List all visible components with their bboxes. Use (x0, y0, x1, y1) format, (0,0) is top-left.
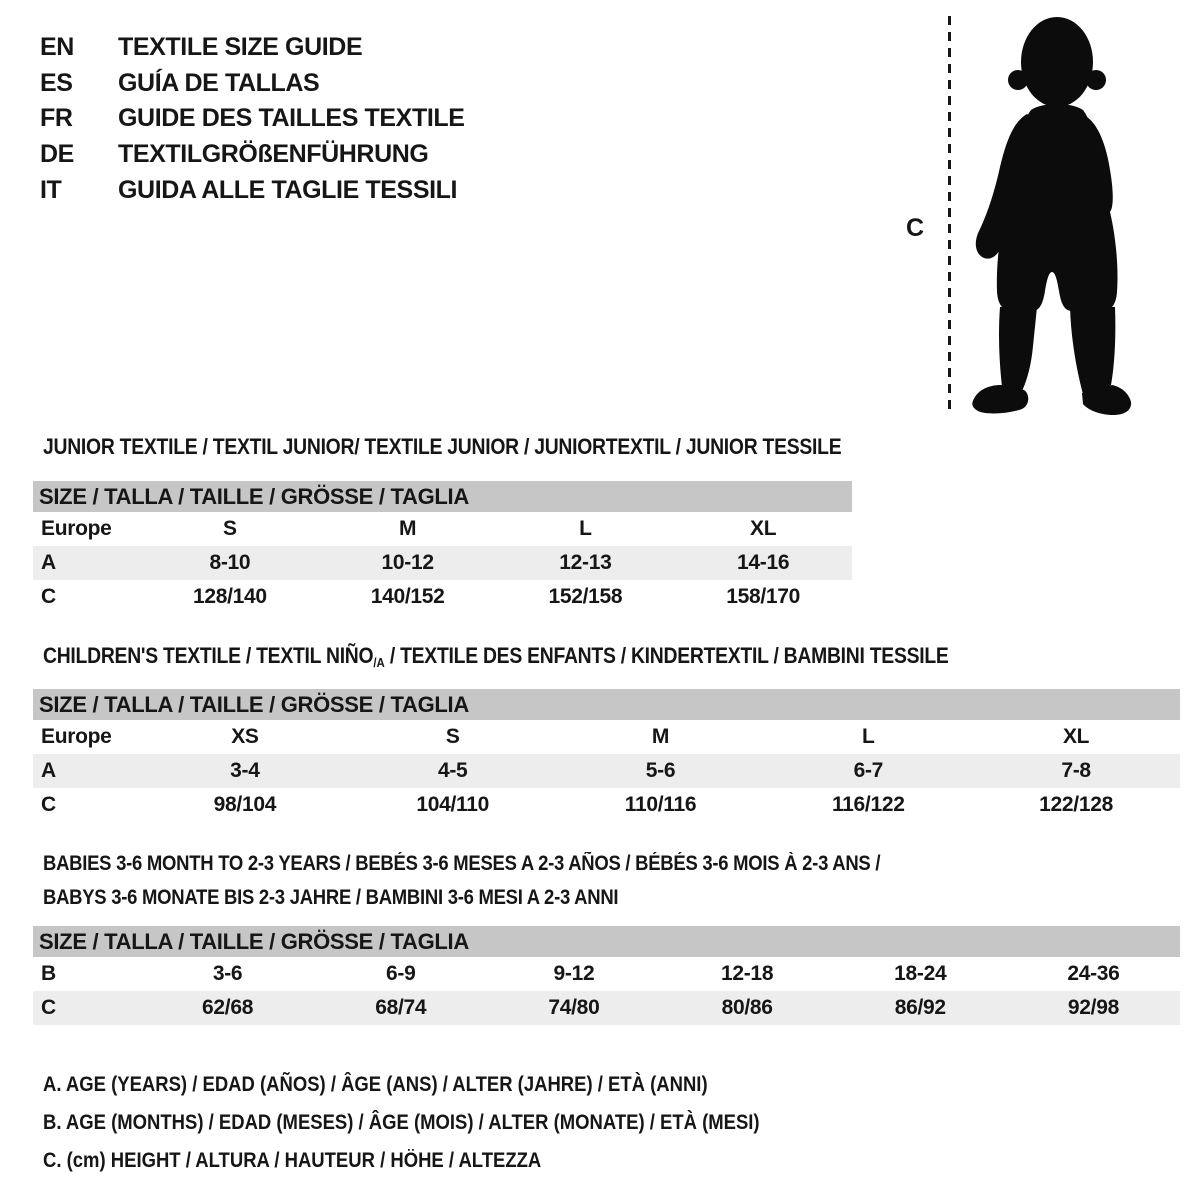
language-row-en (40, 30, 465, 66)
size-cell: 14-16 (737, 551, 790, 574)
children-table-title-text (43, 643, 949, 670)
height-measure-dashed-line (948, 16, 951, 416)
legend-line-b (43, 1104, 857, 1142)
row-label: B (41, 962, 56, 985)
language-row-it (40, 172, 465, 208)
size-cell: 3-4 (230, 759, 260, 782)
row-label: A (41, 551, 56, 574)
size-cell: 12-13 (559, 551, 612, 574)
size-cell: 80/86 (721, 996, 773, 1019)
size-cell: 74/80 (548, 996, 600, 1019)
guide-title-it: GUIDA ALLE TAGLIE TESSILI (118, 175, 458, 204)
size-cell: 8-10 (209, 551, 251, 574)
children-title-rest: / TEXTILE DES ENFANTS / KINDERTEXTIL / BAMBINI TESSILE (384, 643, 949, 668)
size-header-label: SIZE / TALLA / TAILLE / GRÖSSE / TAGLIA (39, 484, 469, 509)
language-header (40, 30, 465, 208)
size-cell: 18-24 (894, 962, 947, 985)
legend-line-a-text: A. AGE (YEARS) / EDAD (AÑOS) / ÂGE (ANS) / ALTER (JAHRE) / ETÀ (ANNI) (43, 1073, 708, 1096)
size-header-label: SIZE / TALLA / TAILLE / GRÖSSE / TAGLIA (39, 929, 469, 954)
table-row (33, 991, 1180, 1025)
size-cell: 92/98 (1067, 996, 1119, 1019)
size-cell: 3-6 (212, 962, 243, 985)
children-title-subscript: /A (373, 655, 385, 670)
language-code: DE (40, 140, 74, 169)
row-label: A (41, 759, 56, 782)
size-cell: M (651, 725, 670, 748)
size-cell: 4-5 (437, 759, 468, 782)
height-measure-label: C (906, 214, 925, 242)
measurement-legend (43, 1066, 857, 1180)
size-cell: 10-12 (381, 551, 434, 574)
size-cell: 128/140 (192, 585, 267, 608)
language-row-fr (40, 101, 465, 137)
guide-title-fr: GUIDE DES TAILLES TEXTILE (118, 104, 465, 133)
size-header-band (33, 926, 1180, 957)
size-cell: S (445, 725, 460, 748)
row-label: Europe (41, 725, 112, 748)
baby-silhouette-icon (966, 14, 1138, 420)
table-row (33, 512, 852, 546)
table-row (33, 754, 1180, 788)
size-cell: XL (750, 517, 777, 540)
size-cell: 110/116 (624, 793, 697, 816)
size-cell: 5-6 (645, 759, 676, 782)
language-code: EN (40, 33, 74, 62)
size-header-band (33, 481, 852, 512)
children-title-main: CHILDREN'S TEXTILE / TEXTIL NIÑO (43, 643, 374, 668)
size-cell: M (399, 517, 417, 540)
junior-size-table (33, 481, 852, 614)
size-cell: 9-12 (553, 962, 595, 985)
table-row (33, 546, 852, 580)
size-cell: 68/74 (375, 996, 427, 1019)
legend-line-c (43, 1142, 857, 1180)
size-cell: 62/68 (202, 996, 254, 1019)
row-label: C (41, 996, 56, 1019)
language-code: IT (40, 175, 62, 204)
table-row (33, 957, 1180, 991)
junior-table-title (43, 434, 950, 460)
size-cell: L (579, 517, 592, 540)
legend-line-c-text: C. (cm) HEIGHT / ALTURA / HAUTEUR / HÖHE / ALTEZZA (43, 1149, 542, 1172)
language-row-es (40, 66, 465, 102)
children-table-title (43, 643, 1072, 670)
size-cell: XL (1062, 725, 1090, 748)
babies-size-table (33, 926, 1180, 1025)
guide-title-en: TEXTILE SIZE GUIDE (118, 33, 363, 62)
size-cell: 116/122 (831, 793, 905, 816)
table-row (33, 720, 1180, 754)
row-label: C (41, 793, 56, 816)
language-code: ES (40, 68, 73, 97)
babies-title-line1: BABIES 3-6 MONTH TO 2-3 YEARS / BEBÉS 3-6 MESES A 2-3 AÑOS / BÉBÉS 3-6 MOIS À 2-3 ANS / (43, 852, 881, 875)
size-cell: 140/152 (370, 585, 445, 608)
size-cell: 7-8 (1061, 759, 1091, 782)
size-cell: XS (231, 725, 259, 748)
table-row (33, 580, 852, 614)
language-code: FR (40, 104, 73, 133)
row-label: Europe (41, 517, 112, 540)
language-row-de (40, 137, 465, 173)
size-cell: 86/92 (894, 996, 946, 1019)
size-cell: 152/158 (548, 585, 623, 608)
size-header-label: SIZE / TALLA / TAILLE / GRÖSSE / TAGLIA (39, 692, 469, 717)
size-cell: 6-7 (853, 759, 884, 782)
size-cell: 12-18 (720, 962, 774, 985)
children-size-table (33, 689, 1180, 822)
size-cell: 24-36 (1067, 962, 1120, 985)
size-cell: 104/110 (416, 793, 490, 816)
junior-table-title-text: JUNIOR TEXTILE / TEXTIL JUNIOR/ TEXTILE JUNIOR / JUNIORTEXTIL / JUNIOR TESSILE (43, 434, 842, 459)
row-label: C (41, 585, 56, 608)
size-cell: L (862, 725, 875, 748)
size-cell: S (223, 517, 237, 540)
legend-line-b-text: B. AGE (MONTHS) / EDAD (MESES) / ÂGE (MOIS) / ALTER (MONATE) / ETÀ (MESI) (43, 1111, 760, 1134)
size-cell: 122/128 (1039, 793, 1113, 816)
guide-title-de: TEXTILGRÖßENFÜHRUNG (118, 140, 429, 169)
size-cell: 158/170 (726, 585, 801, 608)
size-cell: 98/104 (213, 793, 277, 816)
babies-table-title (43, 847, 994, 915)
guide-title-es: GUÍA DE TALLAS (118, 68, 320, 97)
babies-title-line2: BABYS 3-6 MONATE BIS 2-3 JAHRE / BAMBINI 3-6 MESI A 2-3 ANNI (43, 886, 619, 909)
legend-line-a (43, 1066, 857, 1104)
size-cell: 6-9 (386, 962, 416, 985)
table-row (33, 788, 1180, 822)
size-header-band (33, 689, 1180, 720)
